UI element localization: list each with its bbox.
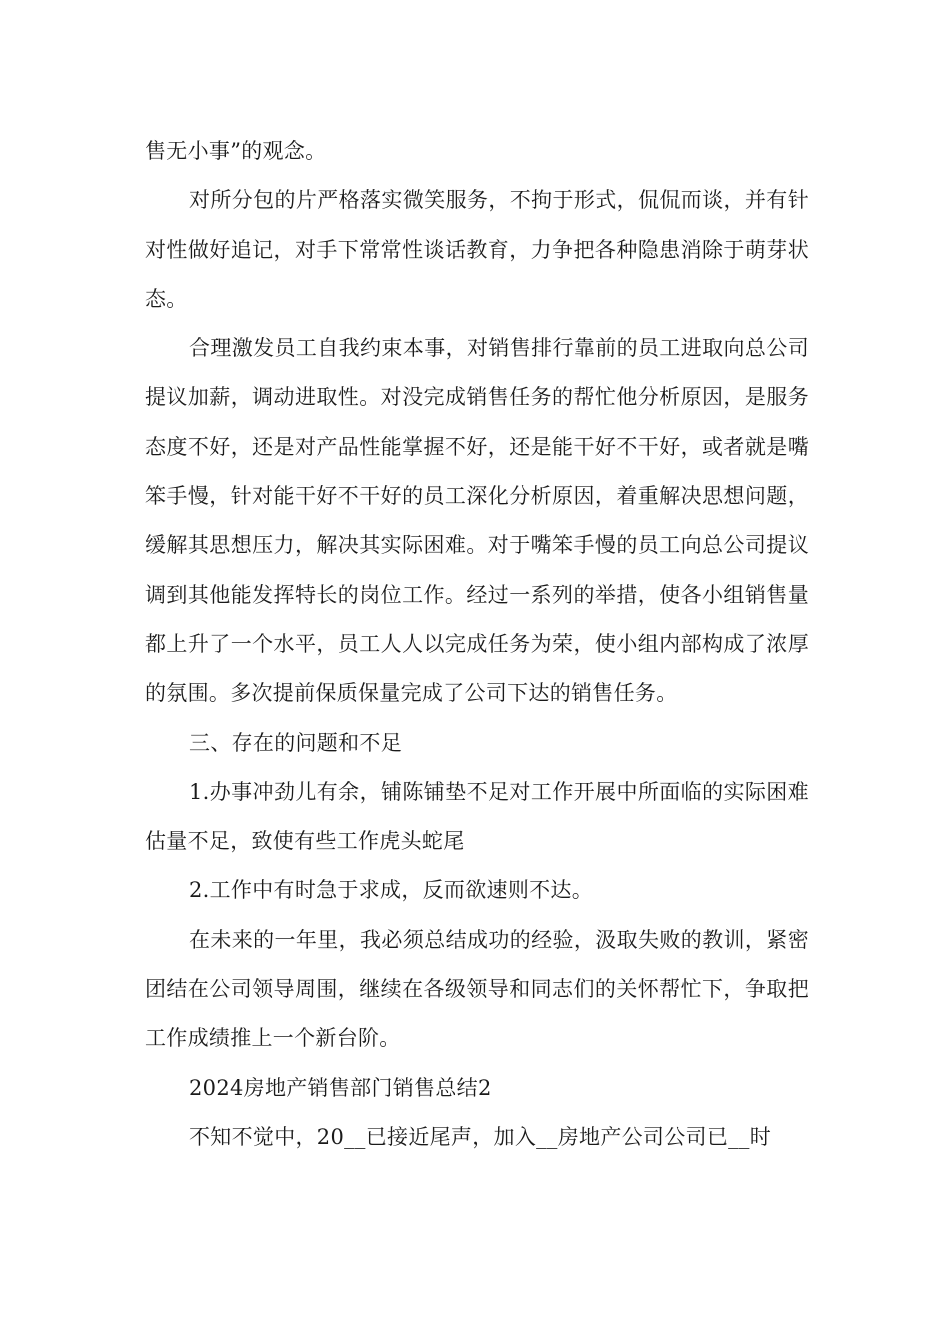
list-item-problem-1: 1.办事冲劲儿有余，铺陈铺垫不足对工作开展中所面临的实际困难估量不足，致使有些工作虎头蛇尾 bbox=[145, 779, 809, 854]
paragraph-continuation: 售无小事”的观念。 bbox=[145, 139, 327, 163]
paragraph-smile-service: 对所分包的片严格落实微笑服务，不拘于形式，侃侃而谈，并有针对性做好追记，对手下常常性谈话教育，力争把各种隐患消除于萌芽状态。 bbox=[145, 188, 809, 311]
paragraph-future-plan: 在未来的一年里，我必须总结成功的经验，汲取失败的教训，紧密团结在公司领导周围，继续在各级领导和同志们的关怀帮忙下，争取把工作成绩推上一个新台阶。 bbox=[145, 927, 809, 1051]
section-heading-problems: 三、存在的问题和不足 bbox=[189, 730, 402, 755]
document-body bbox=[145, 127, 809, 1162]
document-subtitle: 2024房地产销售部门销售总结2 bbox=[189, 1075, 492, 1100]
list-item-problem-2: 2.工作中有时急于求成，反而欲速则不达。 bbox=[189, 878, 594, 903]
paragraph-staff-motivation: 合理激发员工自我约束本事，对销售排行靠前的员工进取向总公司提议加薪，调动进取性。对没完成销售任务的帮忙他分析原因，是服务态度不好，还是对产品性能掌握不好，还是能干好不干好，或者就是嘴笨手慢，针对能干好不干好的员工深化分析原因，着重解决思想问题，缓解其思想压力，解决其实际困难。对于嘴笨手慢的员工向总公司提议调到其他能发挥特长的岗位工作。经过一系列的举措，使各小组销售量都上升了一个水平，员工人人以完成任务为荣，使小组内部构成了浓厚的氛围。多次提前保质保量完成了公司下达的销售任务。 bbox=[145, 336, 809, 706]
paragraph-intro-2: 不知不觉中，20__已接近尾声，加入__房地产公司公司已__时 bbox=[189, 1124, 772, 1149]
